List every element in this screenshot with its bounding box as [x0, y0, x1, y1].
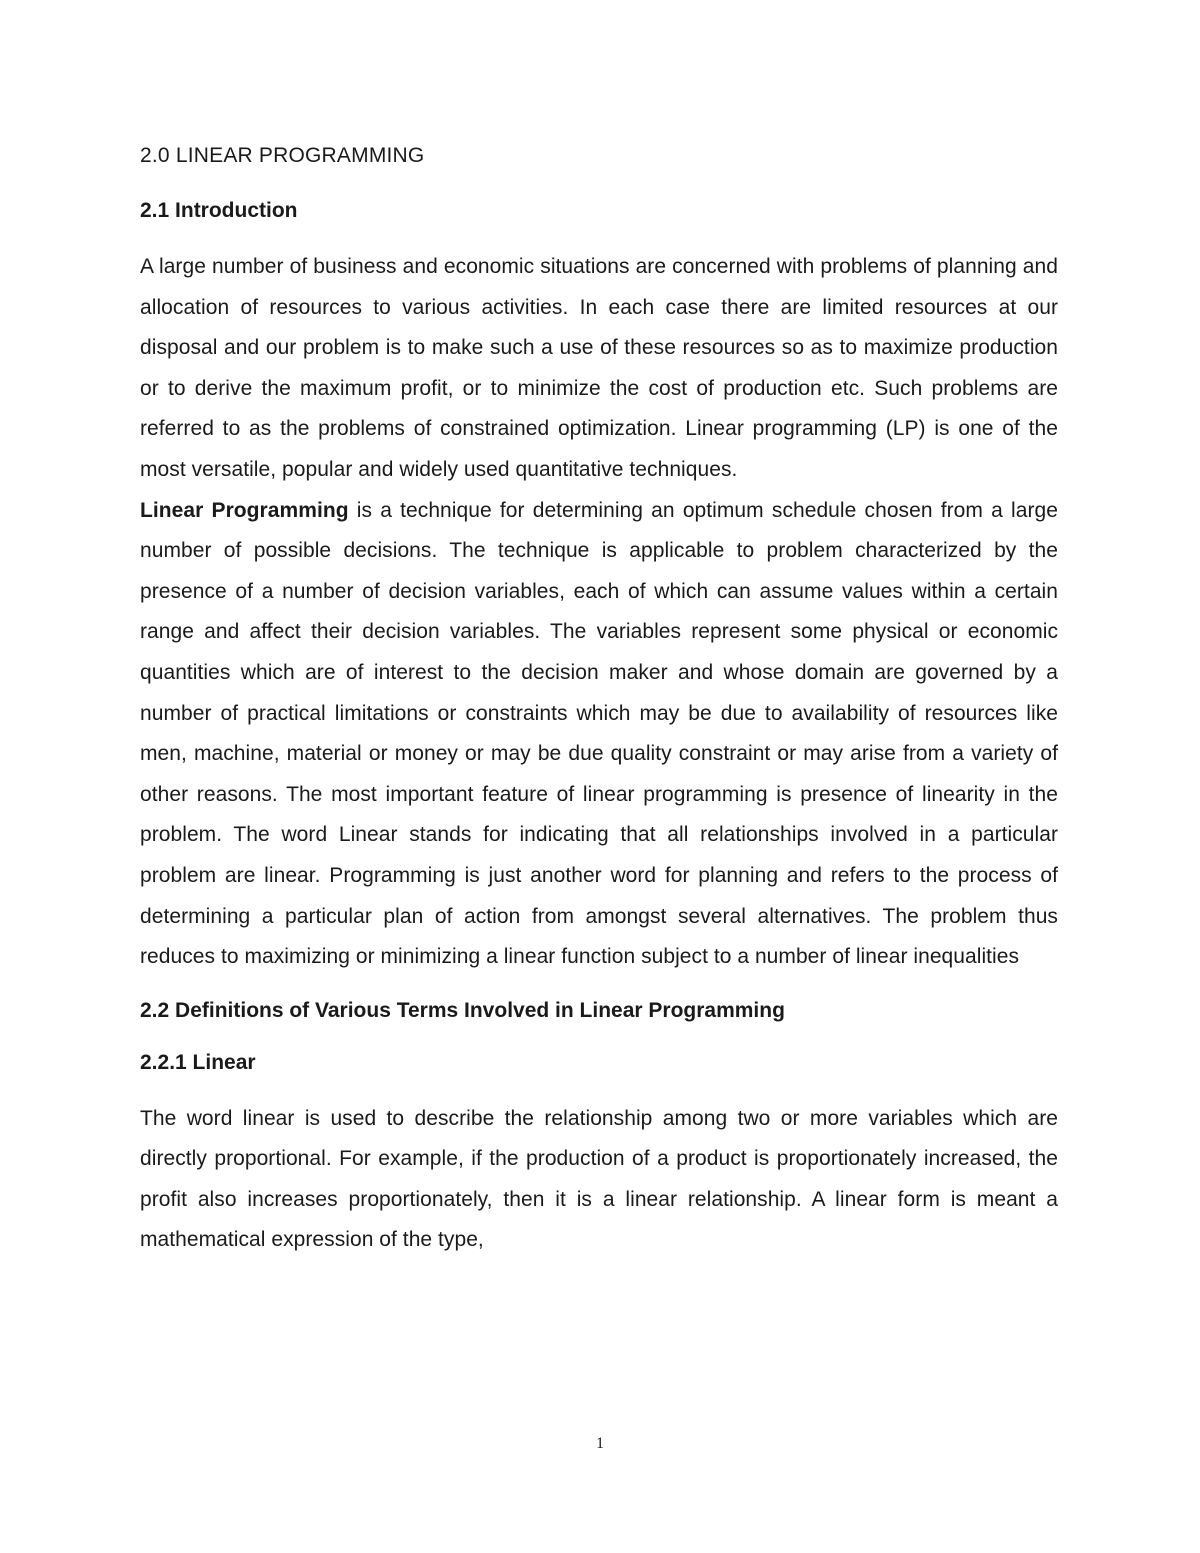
lp-definition-text: is a technique for determining an optimum schedule chosen from a large number of possible decisions. The technique is applicable to problem characterized by the presence of a number of decision variables, each of which can assume values within a certain range and affect their decision variables. The variables represent some physical or economic quantities which are of interest to the decision maker and whose domain are governed by a number of practical limitations or constraints which may be due to availability of resources like men, machine, material or money or may be due quality constraint or may arise from a variety of other reasons. The most important feature of linear programming is presence of linearity in the problem. The word Linear stands for indicating that all relationships involved in a particular problem are linear. Programming is just another word for planning and refers to the process of determining a particular plan of action from amongst several alternatives. The problem thus reduces to maximizing or minimizing a linear function subject to a number of linear inequalities	[140, 498, 1058, 969]
page-number: 1	[596, 1435, 604, 1452]
section-heading-definitions: 2.2 Definitions of Various Terms Involved in Linear Programming	[140, 998, 785, 1022]
lp-definition-paragraph	[140, 491, 1058, 978]
subsection-heading-linear: 2.2.1 Linear	[140, 1050, 256, 1074]
linear-definition-paragraph: The word linear is used to describe the relationship among two or more variables which are directly proportional. For example, if the production of a product is proportionately increased, the profit also increases proportionately, then it is a linear relationship. A linear form is meant a mathematical expression of the type,	[140, 1106, 1058, 1252]
introduction-paragraph: A large number of business and economic situations are concerned with problems of planning and allocation of resources to various activities. In each case there are limited resources at our disposal and our problem is to make such a use of these resources so as to maximize production or to derive the maximum profit, or to minimize the cost of production etc. Such problems are referred to as the problems of constrained optimization. Linear programming (LP) is one of the most versatile, popular and widely used quantitative techniques.	[140, 255, 1058, 481]
page-content	[140, 140, 1058, 1261]
chapter-title: 2.0 LINEAR PROGRAMMING	[140, 144, 425, 167]
lp-term-bold: Linear Programming	[140, 498, 349, 522]
section-heading-introduction: 2.1 Introduction	[140, 199, 298, 222]
